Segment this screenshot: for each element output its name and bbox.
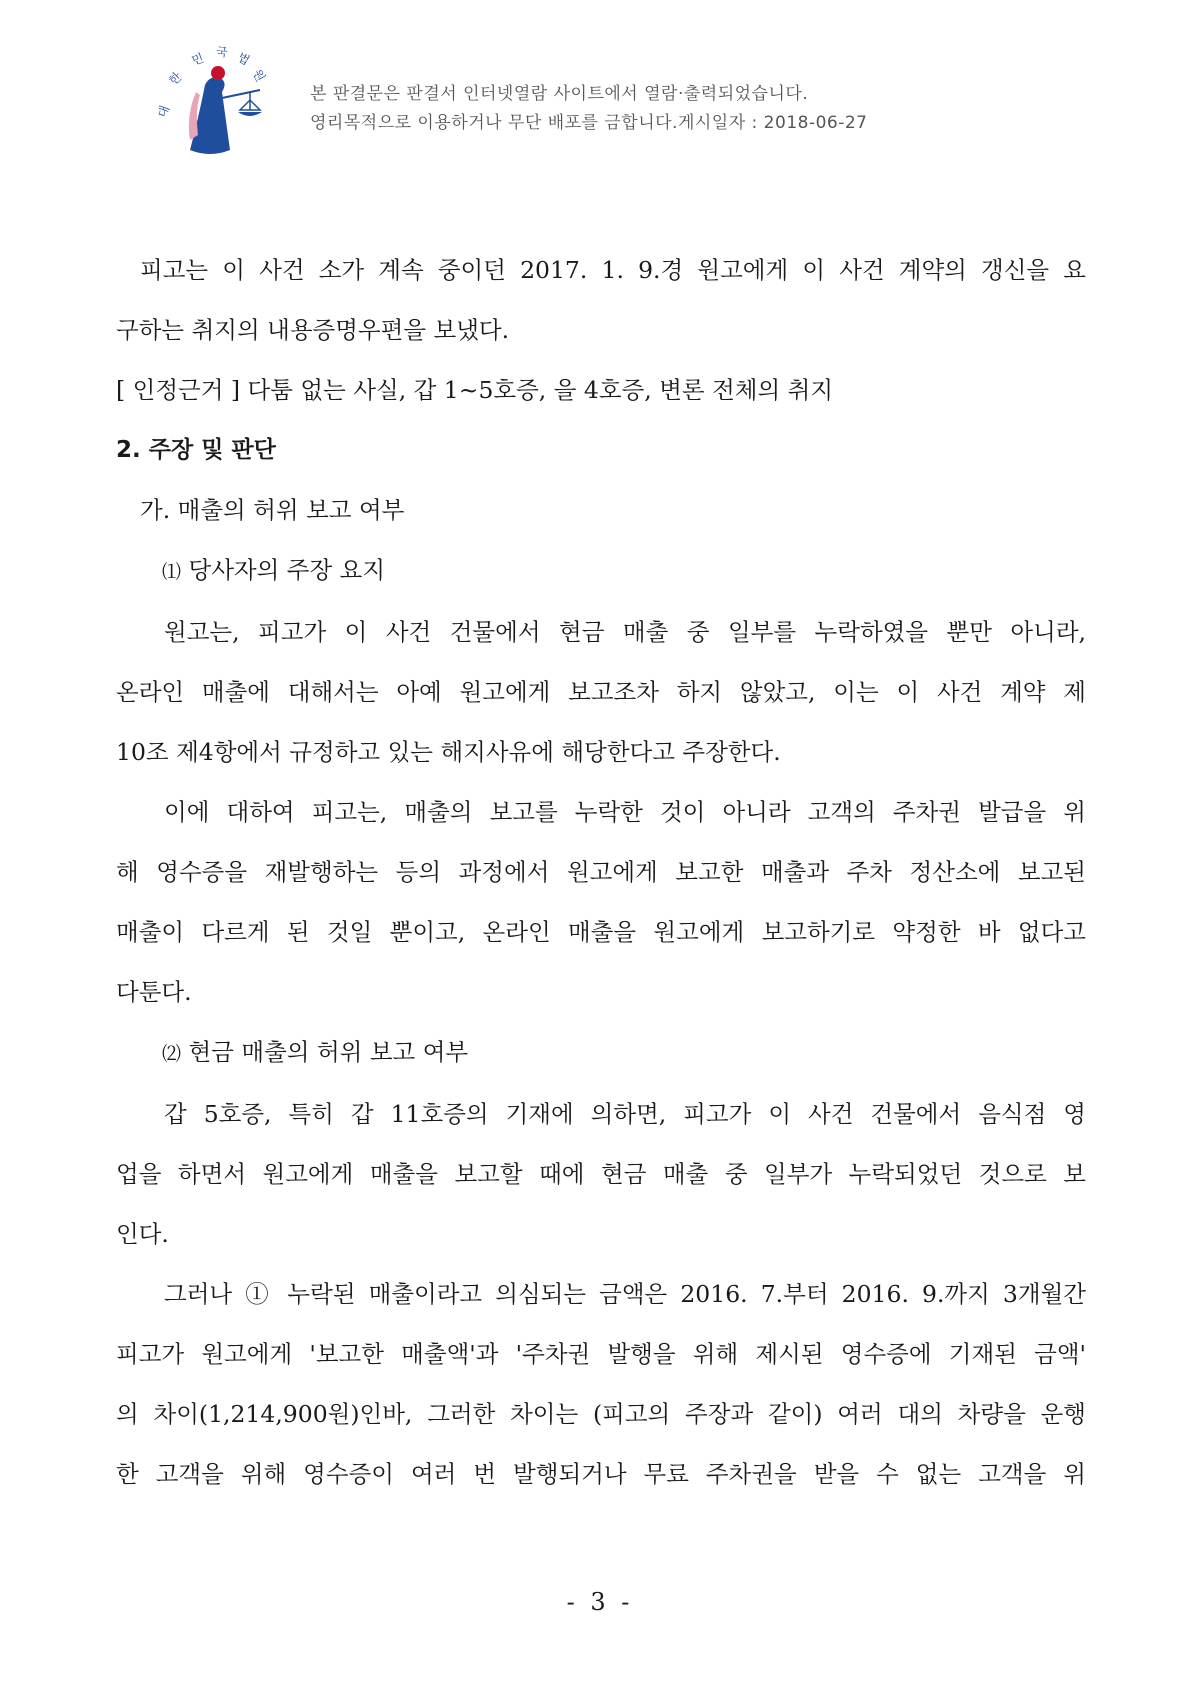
- svg-text:한: 한: [166, 69, 185, 88]
- paragraph-line: 한 고객을 위해 영수증이 여러 번 발행되거나 무료 주차권을 받을 수 없는 고객을 위: [116, 1460, 1086, 1488]
- usage-notice: [310, 80, 867, 138]
- paragraph-line: 매출이 다르게 된 것일 뿐이고, 온라인 매출을 원고에게 보고하기로 약정한 바 없다고: [116, 918, 1086, 946]
- paragraph-line: 의 차이(1,214,900원)인바, 그러한 차이는 (피고의 주장과 같이) 여러 대의 차량을 운행: [116, 1400, 1086, 1428]
- paragraph-line: 업을 하면서 원고에게 매출을 보고할 때에 현금 매출 중 일부가 누락되었던 것으로 보: [116, 1160, 1086, 1188]
- svg-text:대: 대: [155, 103, 173, 120]
- paragraph-line: 피고가 원고에게 '보고한 매출액'과 '주차권 발행을 위해 제시된 영수증에 기재된 금액': [116, 1340, 1086, 1368]
- paragraph-line: 구하는 취지의 내용증명우편을 보냈다.: [116, 316, 510, 344]
- paragraph-line: 피고는 이 사건 소가 계속 중이던 2017. 1. 9.경 원고에게 이 사건 계약의 갱신을 요: [140, 256, 1086, 284]
- item-number: ⑵: [162, 1043, 182, 1065]
- item-title: 당사자의 주장 요지: [188, 556, 386, 584]
- evidence-basis: [ 인정근거 ] 다툼 없는 사실, 갑 1~5호증, 을 4호증, 변론 전체의 취지: [116, 376, 834, 404]
- section-heading: 2. 주장 및 판단: [116, 437, 276, 463]
- svg-text:국: 국: [215, 44, 229, 60]
- paragraph-line: 해 영수증을 재발행하는 등의 과정에서 원고에게 보고한 매출과 주차 정산소에 보고된: [116, 858, 1086, 886]
- notice-line-2: 영리목적으로 이용하거나 무단 배포를 금합니다.게시일자 : 2018-06-27: [310, 113, 868, 133]
- paragraph-line: 인다.: [116, 1220, 169, 1248]
- item-title: 현금 매출의 허위 보고 여부: [188, 1038, 469, 1066]
- paragraph-line: 이에 대하여 피고는, 매출의 보고를 누락한 것이 아니라 고객의 주차권 발급을 위: [164, 798, 1086, 826]
- paragraph-line: 다툰다.: [116, 978, 192, 1006]
- item-heading: [116, 1022, 1086, 1084]
- court-seal-logo: [150, 40, 290, 160]
- svg-text:법: 법: [235, 49, 253, 68]
- paragraph-line: 그러나 ① 누락된 매출이라고 의심되는 금액은 2016. 7.부터 2016. 9.까지 3개월간: [164, 1280, 1086, 1308]
- judgment-body: [116, 240, 1086, 1504]
- item-heading: [116, 540, 1086, 602]
- page-number: - 3 -: [566, 1588, 634, 1616]
- paragraph-line: 10조 제4항에서 규정하고 있는 해지사유에 해당한다고 주장한다.: [116, 738, 781, 766]
- paragraph-line: 원고는, 피고가 이 사건 건물에서 현금 매출 중 일부를 누락하였을 뿐만 아니라,: [164, 618, 1086, 646]
- item-number: ⑴: [162, 561, 182, 583]
- page-header: [150, 40, 1150, 160]
- paragraph-line: 온라인 매출에 대해서는 아예 원고에게 보고조차 하지 않았고, 이는 이 사건 계약 제: [116, 678, 1086, 706]
- svg-text:원: 원: [249, 67, 268, 85]
- svg-text:민: 민: [189, 50, 206, 68]
- notice-line-1: 본 판결문은 판결서 인터넷열람 사이트에서 열람·출력되었습니다.: [310, 84, 809, 104]
- subsection-heading: 가. 매출의 허위 보고 여부: [140, 496, 405, 524]
- paragraph-line: 갑 5호증, 특히 갑 11호증의 기재에 의하면, 피고가 이 사건 건물에서 음식점 영: [164, 1100, 1086, 1128]
